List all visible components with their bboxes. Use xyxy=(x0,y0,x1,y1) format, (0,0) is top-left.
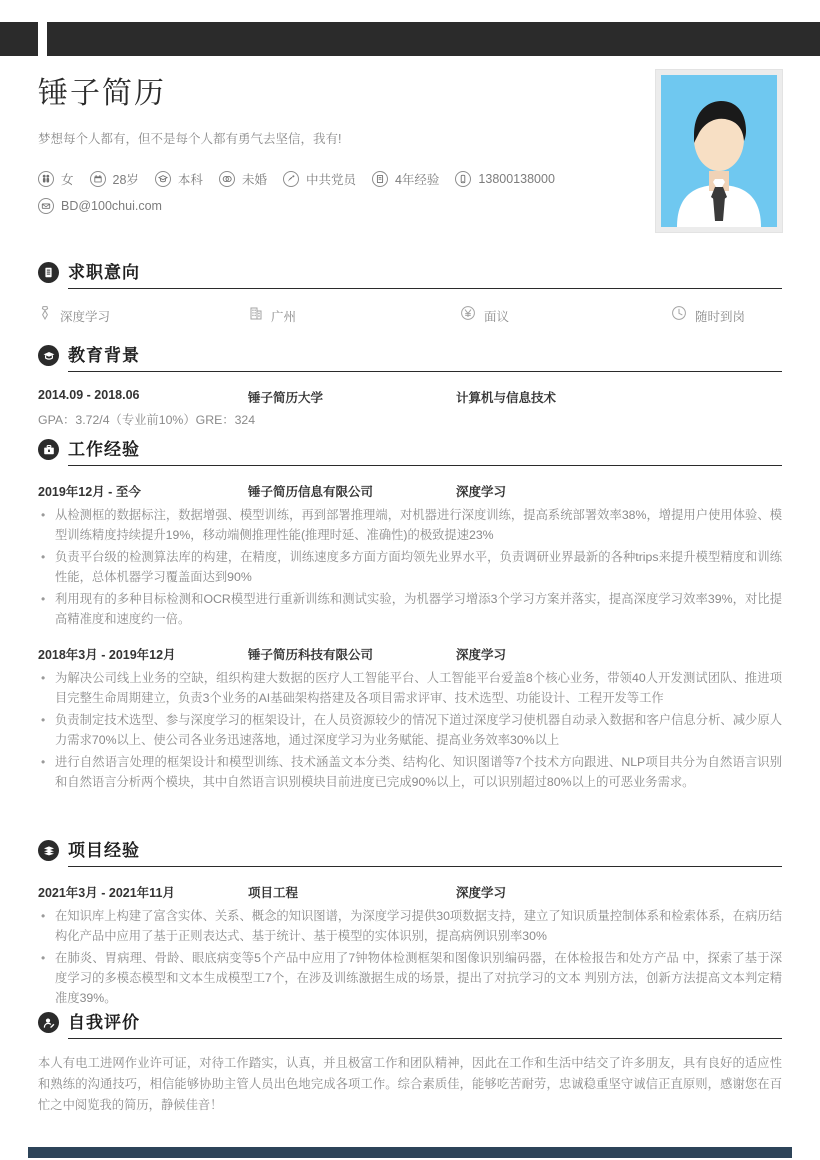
section-job-intention xyxy=(38,262,782,326)
calendar-icon xyxy=(90,171,106,187)
intent-availability-label: 随时到岗 xyxy=(695,309,746,324)
intent-position xyxy=(38,305,249,326)
meta-email xyxy=(38,198,162,214)
section-title-job-intention: 求职意向 xyxy=(68,263,140,282)
section-divider-self xyxy=(68,1038,782,1039)
meta-gender xyxy=(38,170,74,188)
section-self-evaluation xyxy=(38,1012,782,1116)
section-title-education: 教育背景 xyxy=(68,346,140,365)
work-date-2: 2018年3月 - 2019年12月 xyxy=(38,648,176,662)
marital-icon xyxy=(219,171,235,187)
section-title-self: 自我评价 xyxy=(68,1013,140,1032)
graduation-cap-icon xyxy=(38,345,59,366)
document-icon xyxy=(38,262,59,283)
section-project-experience xyxy=(38,840,782,1010)
top-bar-left-block xyxy=(0,22,38,56)
work-entry-head-1 xyxy=(38,482,782,500)
list-item: • 从检测框的数据标注，数据增强、模型训练，再到部署推理端，对机器进行深度训练，提高系统部署效率38%，增提用户使用体验、模型训练精度持续提升19%，移动端侧推理性能(推理时延、准确性)的极致提速23% xyxy=(38,505,782,545)
self-evaluation-text: 本人有电工进网作业许可证，对待工作踏实，认真，并且极富工作和团队精神，因此在工作和生活中结交了许多朋友，具有良好的适应性和熟练的沟通技巧，相信能够协助主管人员出色地完成各项工作。综合素质佳，能够吃苦耐劳，忠诚稳重坚守诚信正直原则，感谢您在百忙之中阅览我的简历，静候佳音！ xyxy=(38,1056,782,1112)
list-item: • 为解决公司线上业务的空缺，组织构建大数据的医疗人工智能平台、人工智能平台爱盖8个核心业务，带领40人开发测试团队、推进项目完整生命周期建立，负责3个业务的AI基础架构搭建及各项目需求评审、技术选型、功能设计、工程开发等工作 xyxy=(38,668,782,708)
section-divider-project xyxy=(68,866,782,867)
meta-education xyxy=(155,170,203,188)
section-divider-job-intention xyxy=(68,288,782,289)
experience-icon xyxy=(372,171,388,187)
layers-icon xyxy=(38,840,59,861)
candidate-tagline: 梦想每个人都有，但不是每个人都有勇气去坚信，我有! xyxy=(38,132,342,146)
meta-email-label: BD@100chui.com xyxy=(61,199,162,213)
list-item: • 负责平台级的检测算法库的构建，在精度，训练速度多方面方面均领先业界水平，负责调研业界最新的各种trips来提升模型精度和训练性能，总体机器学习覆盖面达到90% xyxy=(38,547,782,587)
job-intention-row xyxy=(38,305,782,326)
meta-education-label: 本科 xyxy=(177,173,203,187)
meta-phone-label: 13800138000 xyxy=(478,172,555,186)
project-date: 2021年3月 - 2021年11月 xyxy=(38,886,175,900)
tie-icon xyxy=(38,305,52,326)
intent-position-label: 深度学习 xyxy=(60,309,111,324)
section-header-education xyxy=(38,345,782,366)
gender-icon xyxy=(38,171,54,187)
building-icon xyxy=(249,305,263,326)
work-bullets-1 xyxy=(38,505,782,629)
education-entry-head xyxy=(38,388,782,406)
phone-icon xyxy=(455,171,471,187)
meta-marital xyxy=(219,170,267,188)
meta-phone xyxy=(455,171,554,187)
section-work-experience xyxy=(38,439,782,794)
intent-availability xyxy=(671,305,745,326)
meta-age-label: 28岁 xyxy=(112,173,139,187)
meta-experience xyxy=(372,170,439,188)
intent-city-label: 广州 xyxy=(271,309,297,324)
candidate-photo xyxy=(656,70,782,232)
work-date-1: 2019年12月 - 至今 xyxy=(38,485,141,499)
work-company-2: 锤子简历科技有限公司 xyxy=(248,648,374,662)
work-entry-head-2 xyxy=(38,645,782,663)
work-role-2: 深度学习 xyxy=(456,648,507,662)
education-detail: GPA：3.72/4（专业前10%）GRE：324 xyxy=(38,413,256,427)
intent-salary xyxy=(460,305,671,326)
email-icon xyxy=(38,198,54,214)
meta-marital-label: 未婚 xyxy=(241,173,267,187)
project-bullets xyxy=(38,906,782,1008)
section-divider-work xyxy=(68,465,782,466)
education-date: 2014.09 - 2018.06 xyxy=(38,388,140,402)
education-school: 锤子简历大学 xyxy=(248,391,324,405)
section-header-self xyxy=(38,1012,782,1033)
list-item: • 在肺炎、胃病理、骨龄、眼底病变等5个产品中应用了7钟物体检测框架和图像识别编码器，在体检报告和处方产品 中，探索了基于深度学习的多模态模型和文本生成模型工7个，在涉及训练激据生成的场景，提出了对抗学习的文本 判别方法，创新方法提高文本判定精准度39%。 xyxy=(38,948,782,1008)
list-item: • 进行自然语言处理的框架设计和模型训练、技术涵盖文本分类、结构化、知识图谱等7个技术方向跟进、NLP项目共分为自然语言识别和自然语言分析两个模块，其中自然语言识别模块目前进度已完成90%以上，可以识别超过80%以上的可恶业务需求。 xyxy=(38,752,782,792)
footer-decoration-bar xyxy=(28,1147,792,1158)
meta-age xyxy=(90,170,139,188)
meta-party xyxy=(283,170,356,188)
intent-city xyxy=(249,305,460,326)
yen-icon xyxy=(460,305,476,326)
section-header-job-intention xyxy=(38,262,782,283)
avatar xyxy=(661,75,777,227)
section-title-project: 项目经验 xyxy=(68,841,140,860)
top-bar-main-block xyxy=(47,22,820,56)
section-title-work: 工作经验 xyxy=(68,440,140,459)
project-role: 深度学习 xyxy=(456,886,507,900)
section-divider-education xyxy=(68,371,782,372)
section-header-work xyxy=(38,439,782,460)
project-entry-head xyxy=(38,883,782,901)
top-decoration-bar xyxy=(0,22,820,56)
education-major: 计算机与信息技术 xyxy=(456,391,557,405)
list-item: • 负责制定技术选型、参与深度学习的框架设计，在人员资源较少的情况下道过深度学习使机器自动录入数据和客户信息分析、减少原人力需求70%以上、使公司各业务迅速落地，通过深度学习为业务赋能、提高业务效率30%以上 xyxy=(38,710,782,750)
intent-salary-label: 面议 xyxy=(484,309,510,324)
section-header-project xyxy=(38,840,782,861)
briefcase-icon xyxy=(38,439,59,460)
meta-party-label: 中共党员 xyxy=(305,173,356,187)
section-education xyxy=(38,345,782,430)
list-item: • 利用现有的多种目标检测和OCR模型进行重新训练和测试实验，为机器学习增添3个学习方案并落实，提高深度学习效率39%，对比提高精准度和速度约一倍。 xyxy=(38,589,782,629)
education-icon xyxy=(155,171,171,187)
meta-gender-label: 女 xyxy=(61,173,74,187)
work-role-1: 深度学习 xyxy=(456,485,507,499)
party-icon xyxy=(283,171,299,187)
candidate-name: 锤子简历 xyxy=(38,77,166,110)
list-item: • 在知识库上构建了富含实体、关系、概念的知识图谱，为深度学习提供30项数据支持，建立了知识质量控制体系和检索体系，在病历结构化产品中应用了基于正则表达式、基于统计、基于模型的实体识别，提高病例识别率30% xyxy=(38,906,782,946)
work-company-1: 锤子简历信息有限公司 xyxy=(248,485,374,499)
project-name: 项目工程 xyxy=(248,886,299,900)
clock-icon xyxy=(671,305,687,326)
user-edit-icon xyxy=(38,1012,59,1033)
meta-experience-label: 4年经验 xyxy=(394,173,440,187)
work-bullets-2 xyxy=(38,668,782,792)
photo-illustration xyxy=(661,75,777,227)
